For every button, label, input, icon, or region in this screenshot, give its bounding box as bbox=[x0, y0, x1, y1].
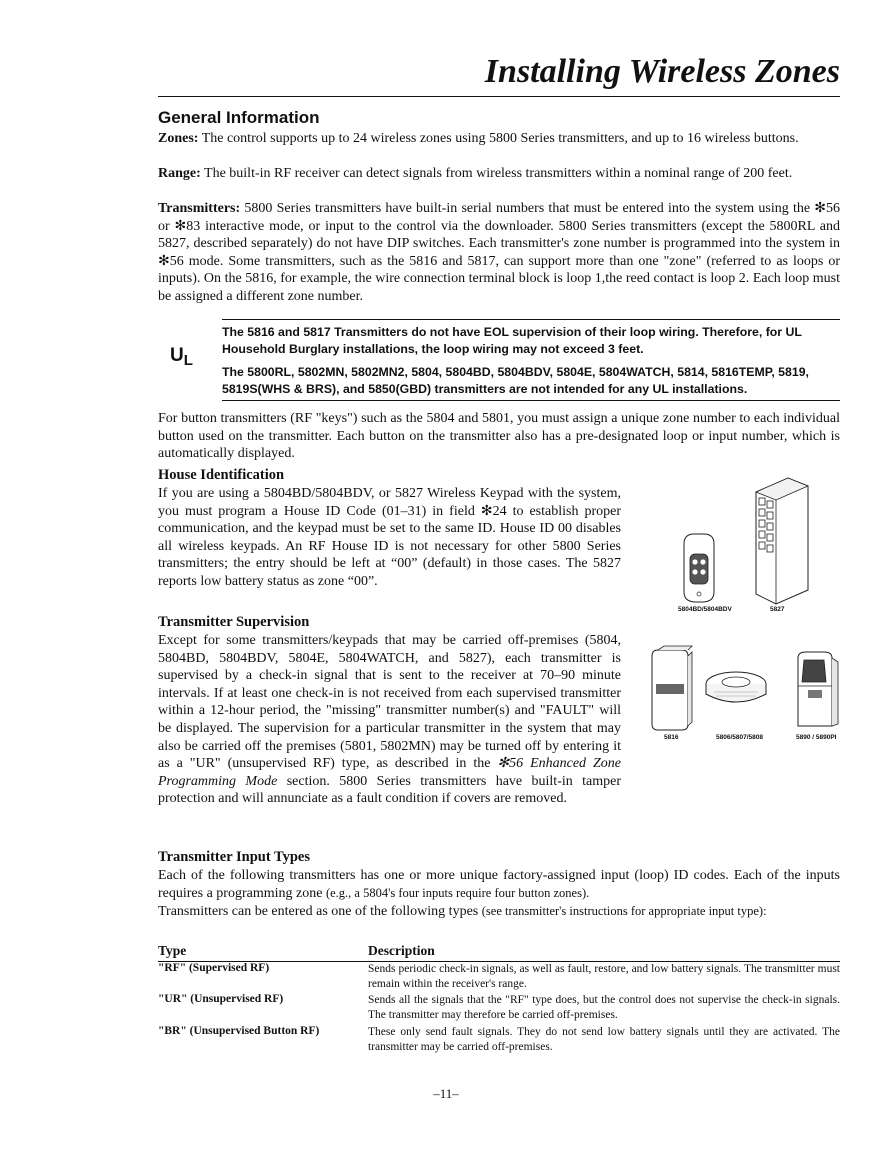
transmitters-text: 5800 Series transmitters have built-in serial numbers that must be entered into the system using the ✻56 or ✻83 interactive mode, or input to the control via the downloader. 5800 Series transmitters (except the 5800RL and 5827, described separately) do not have DIP switches. Each transmitter's zone number is programmed into the system in ✻56 mode. Some transmitters, such as the 5816 and 5817, can support more than one "zone" (referred to as loops or inputs). On the 5816, for example, the wire connection terminal block is loop 1,the reed contact is loop 2. Each loop must be assigned a different zone number. bbox=[158, 201, 840, 304]
caption-5816: 5816 bbox=[664, 734, 679, 741]
input-types-paragraph-1: Each of the following transmitters has one or more unique factory-assigned input (loop) ID codes. Each of the inputs requires a programming zone (e.g., a 5804's four inputs require four button zones). bbox=[158, 868, 840, 901]
caption-5806: 5806/5807/5808 bbox=[716, 734, 763, 741]
transmitters-label: Transmitters: bbox=[158, 201, 241, 216]
transmitters-paragraph bbox=[158, 200, 840, 306]
ul-note-2: The 5800RL, 5802MN, 5802MN2, 5804, 5804BD, 5804BDV, 5804E, 5804WATCH, 5814, 5816TEMP, 5819, 5819S(WHS & BRS), and 5850(GBD) transmitters are not intended for any UL installations. bbox=[222, 365, 809, 396]
zones-paragraph bbox=[158, 130, 840, 148]
zone-mode-reference: ✻56 Enhanced Zone Programming Mode bbox=[158, 756, 621, 789]
smoke-detector-5806-icon bbox=[706, 672, 766, 702]
supervision-heading: Transmitter Supervision bbox=[158, 614, 310, 630]
table-cell-description: These only send fault signals. They do not send low battery signals until they are activated. The transmitter may be carried off-premises. bbox=[368, 1026, 840, 1053]
table-cell-description: Sends all the signals that the "RF" type does, but the control does not supervise the check-in signals. The transmitter may therefore be carried off-premises. bbox=[368, 994, 840, 1021]
caption-5804bd: 5804BD/5804BDV bbox=[678, 606, 732, 613]
section-heading: General Information bbox=[158, 108, 320, 127]
range-label: Range: bbox=[158, 166, 201, 181]
table-cell-type: "RF" (Supervised RF) bbox=[158, 962, 270, 974]
input-types-heading: Transmitter Input Types bbox=[158, 849, 311, 865]
page-title: Installing Wireless Zones bbox=[484, 53, 840, 90]
ul-note-bottom-rule bbox=[222, 400, 840, 401]
zones-text: The control supports up to 24 wireless zones using 5800 Series transmitters, and up to 16 wireless buttons. bbox=[198, 131, 799, 146]
title-divider bbox=[158, 96, 840, 97]
sensor-transmitters-illustration bbox=[648, 642, 844, 734]
column-header-type: Type bbox=[158, 943, 187, 958]
house-id-paragraph: If you are using a 5804BD/5804BDV, or 5827 Wireless Keypad with the system, you must program a House ID Code (01–31) in field ✻24 to establish proper communication, and the keypad must be set to the same ID. House ID 00 disables all wireless keypads. An RF House ID is not necessary for other 5800 Series transmitters; the entry should be left at “00” (default) in those cases. The 5827 reports low battery status as zone “00”. bbox=[158, 486, 621, 589]
pir-detector-5890-icon bbox=[798, 652, 838, 726]
range-text: The built-in RF receiver can detect signals from wireless transmitters within a nominal range of 200 feet. bbox=[200, 166, 793, 181]
keypad-transmitters-illustration bbox=[660, 474, 820, 606]
button-transmitters-paragraph: For button transmitters (RF "keys") such as the 5804 and 5801, you must assign a unique zone number to each individual button used on the transmitter. Each button on the transmitter also has a pre-designated loop or input number, which is automatically displayed. bbox=[158, 411, 840, 462]
table-header-row bbox=[158, 943, 840, 962]
house-id-heading: House Identification bbox=[158, 467, 285, 483]
table-cell-type: "BR" (Unsupervised Button RF) bbox=[158, 1025, 320, 1037]
zones-label: Zones: bbox=[158, 131, 199, 146]
input-types-paragraph-2: Transmitters can be entered as one of the following types (see transmitter's instructions for appropriate input type): bbox=[158, 904, 767, 919]
keyfob-5804bd-icon bbox=[684, 534, 714, 602]
table-cell-description: Sends periodic check-in signals, as well as fault, restore, and low battery signals. The transmitter must remain within the receiver's range. bbox=[368, 963, 840, 990]
keypad-5827-icon bbox=[756, 478, 808, 604]
ul-logo-icon: $U_L$ bbox=[170, 345, 193, 369]
page-number: –11– bbox=[433, 1086, 459, 1101]
supervision-paragraph: Except for some transmitters/keypads that may be carried off-premises (5804, 5804BD, 5804BDV, 5804E, 5804WATCH, and 5827), each transmitter is supervised by a check-in signal that is sent to the receiver at 70–90 minute intervals. If at least one check-in is not received from each supervised transmitter within a 12-hour period, the "missing" transmitter number(s) and "FAULT" will be displayed. The supervision for a particular transmitter in the system that may also be carried off the premises (5801, 5802MN) may be turned off by entering it as a "UR" (unsupervised RF) type, as described in the ✻56 Enhanced Zone Programming Mode section. 5800 Series transmitters have built-in tamper protection and will annunciate as a fault condition if covers are removed. bbox=[158, 633, 622, 807]
transmitter-5816-icon bbox=[652, 646, 692, 730]
range-paragraph bbox=[158, 165, 840, 183]
caption-5827: 5827 bbox=[770, 606, 785, 613]
table-cell-type: "UR" (Unsupervised RF) bbox=[158, 993, 284, 1005]
caption-5890: 5890 / 5890PI bbox=[796, 734, 837, 741]
ul-note-1: The 5816 and 5817 Transmitters do not have EOL supervision of their loop wiring. Therefore, for UL Household Burglary installations, the loop wiring may not exceed 3 feet. bbox=[222, 325, 802, 356]
ul-note-top-rule bbox=[222, 319, 840, 320]
column-header-description: Description bbox=[368, 943, 435, 958]
